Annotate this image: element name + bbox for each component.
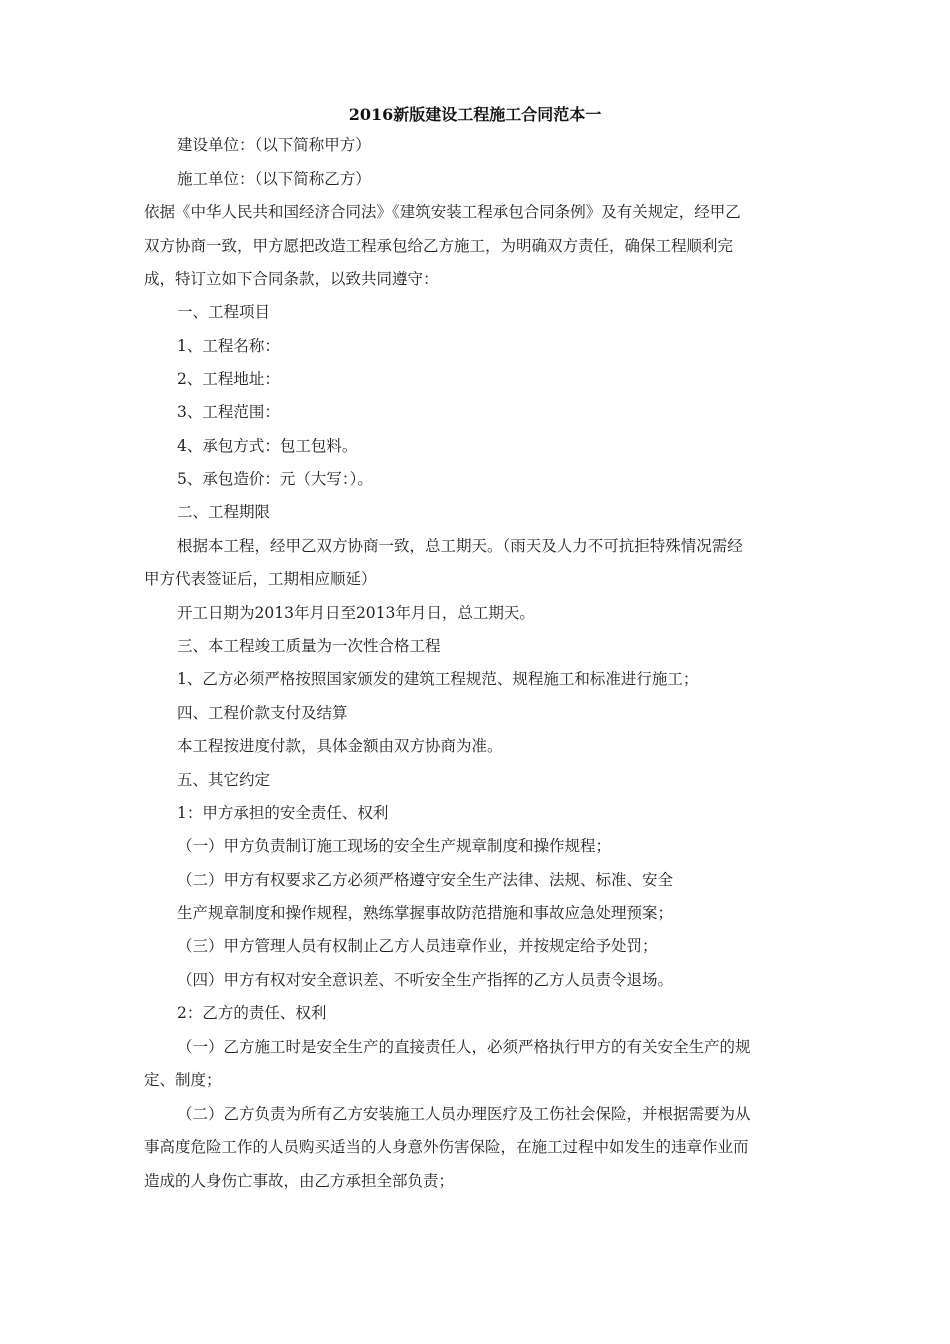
section-1-heading: 一、工程项目 <box>177 303 271 321</box>
preamble-line-2: 双方协商一致，甲方愿把改造工程承包给乙方施工，为明确双方责任，确保工程顺利完 <box>144 237 734 255</box>
project-name-line: 1、工程名称： <box>177 337 280 355</box>
section-3-heading: 三、本工程竣工质量为一次性合格工程 <box>177 637 441 655</box>
party-b-duty-2: （二）乙方负责为所有乙方安装施工人员办理医疗及工伤社会保险，并根据需要为从 <box>177 1105 751 1123</box>
party-a-duty-4: （四）甲方有权对安全意识差、不听安全生产指挥的乙方人员责令退场。 <box>177 971 674 989</box>
preamble-line-1: 依据《中华人民共和国经济合同法》《建筑安装工程承包合同条例》及有关规定，经甲乙 <box>144 203 741 221</box>
quality-item-1: 1、乙方必须严格按照国家颁发的建筑工程规范、规程施工和标准进行施工； <box>177 670 699 688</box>
project-scope-line: 3、工程范围： <box>177 403 280 421</box>
party-a-line: 建设单位：（以下简称甲方） <box>177 136 371 154</box>
section-5-heading: 五、其它约定 <box>177 771 271 789</box>
party-a-duties-heading: 1：甲方承担的安全责任、权利 <box>177 804 389 822</box>
party-a-duty-2-cont: 生产规章制度和操作规程，熟练掌握事故防范措施和事故应急处理预案； <box>177 904 674 922</box>
party-b-duty-1-cont: 定、制度； <box>144 1071 222 1089</box>
document-title: 2016新版建设工程施工合同范本一 <box>348 105 602 124</box>
payment-line: 本工程按进度付款，具体金额由双方协商为准。 <box>177 737 503 755</box>
party-b-duty-2-cont-2: 造成的人身伤亡事故，由乙方承担全部负责； <box>144 1172 455 1190</box>
party-b-duty-1: （一）乙方施工时是安全生产的直接责任人，必须严格执行甲方的有关安全生产的规 <box>177 1038 751 1056</box>
section-2-heading: 二、工程期限 <box>177 503 271 521</box>
party-b-duty-2-cont-1: 事高度危险工作的人员购买适当的人身意外伤害保险，在施工过程中如发生的违章作业而 <box>144 1138 749 1156</box>
duration-line-1: 根据本工程，经甲乙双方协商一致，总工期天。（雨天及人力不可抗拒特殊情况需经 <box>177 537 743 555</box>
preamble-line-3: 成，特订立如下合同条款，以致共同遵守： <box>144 270 439 288</box>
contract-method-line: 4、承包方式：包工包料。 <box>177 437 358 455</box>
duration-line-2: 甲方代表签证后，工期相应顺延） <box>144 570 377 588</box>
section-4-heading: 四、工程价款支付及结算 <box>177 704 348 722</box>
party-a-duty-1: （一）甲方负责制订施工现场的安全生产规章制度和操作规程； <box>177 837 612 855</box>
start-date-line: 开工日期为2013年月日至2013年月日，总工期天。 <box>177 604 535 622</box>
contract-price-line: 5、承包造价：元（大写：）。 <box>177 470 373 488</box>
party-b-duties-heading: 2：乙方的责任、权利 <box>177 1004 327 1022</box>
project-address-line: 2、工程地址： <box>177 370 280 388</box>
party-a-duty-2: （二）甲方有权要求乙方必须严格遵守安全生产法律、法规、标准、安全 <box>177 871 674 889</box>
party-b-line: 施工单位：（以下简称乙方） <box>177 170 371 188</box>
party-a-duty-3: （三）甲方管理人员有权制止乙方人员违章作业，并按规定给予处罚； <box>177 937 658 955</box>
